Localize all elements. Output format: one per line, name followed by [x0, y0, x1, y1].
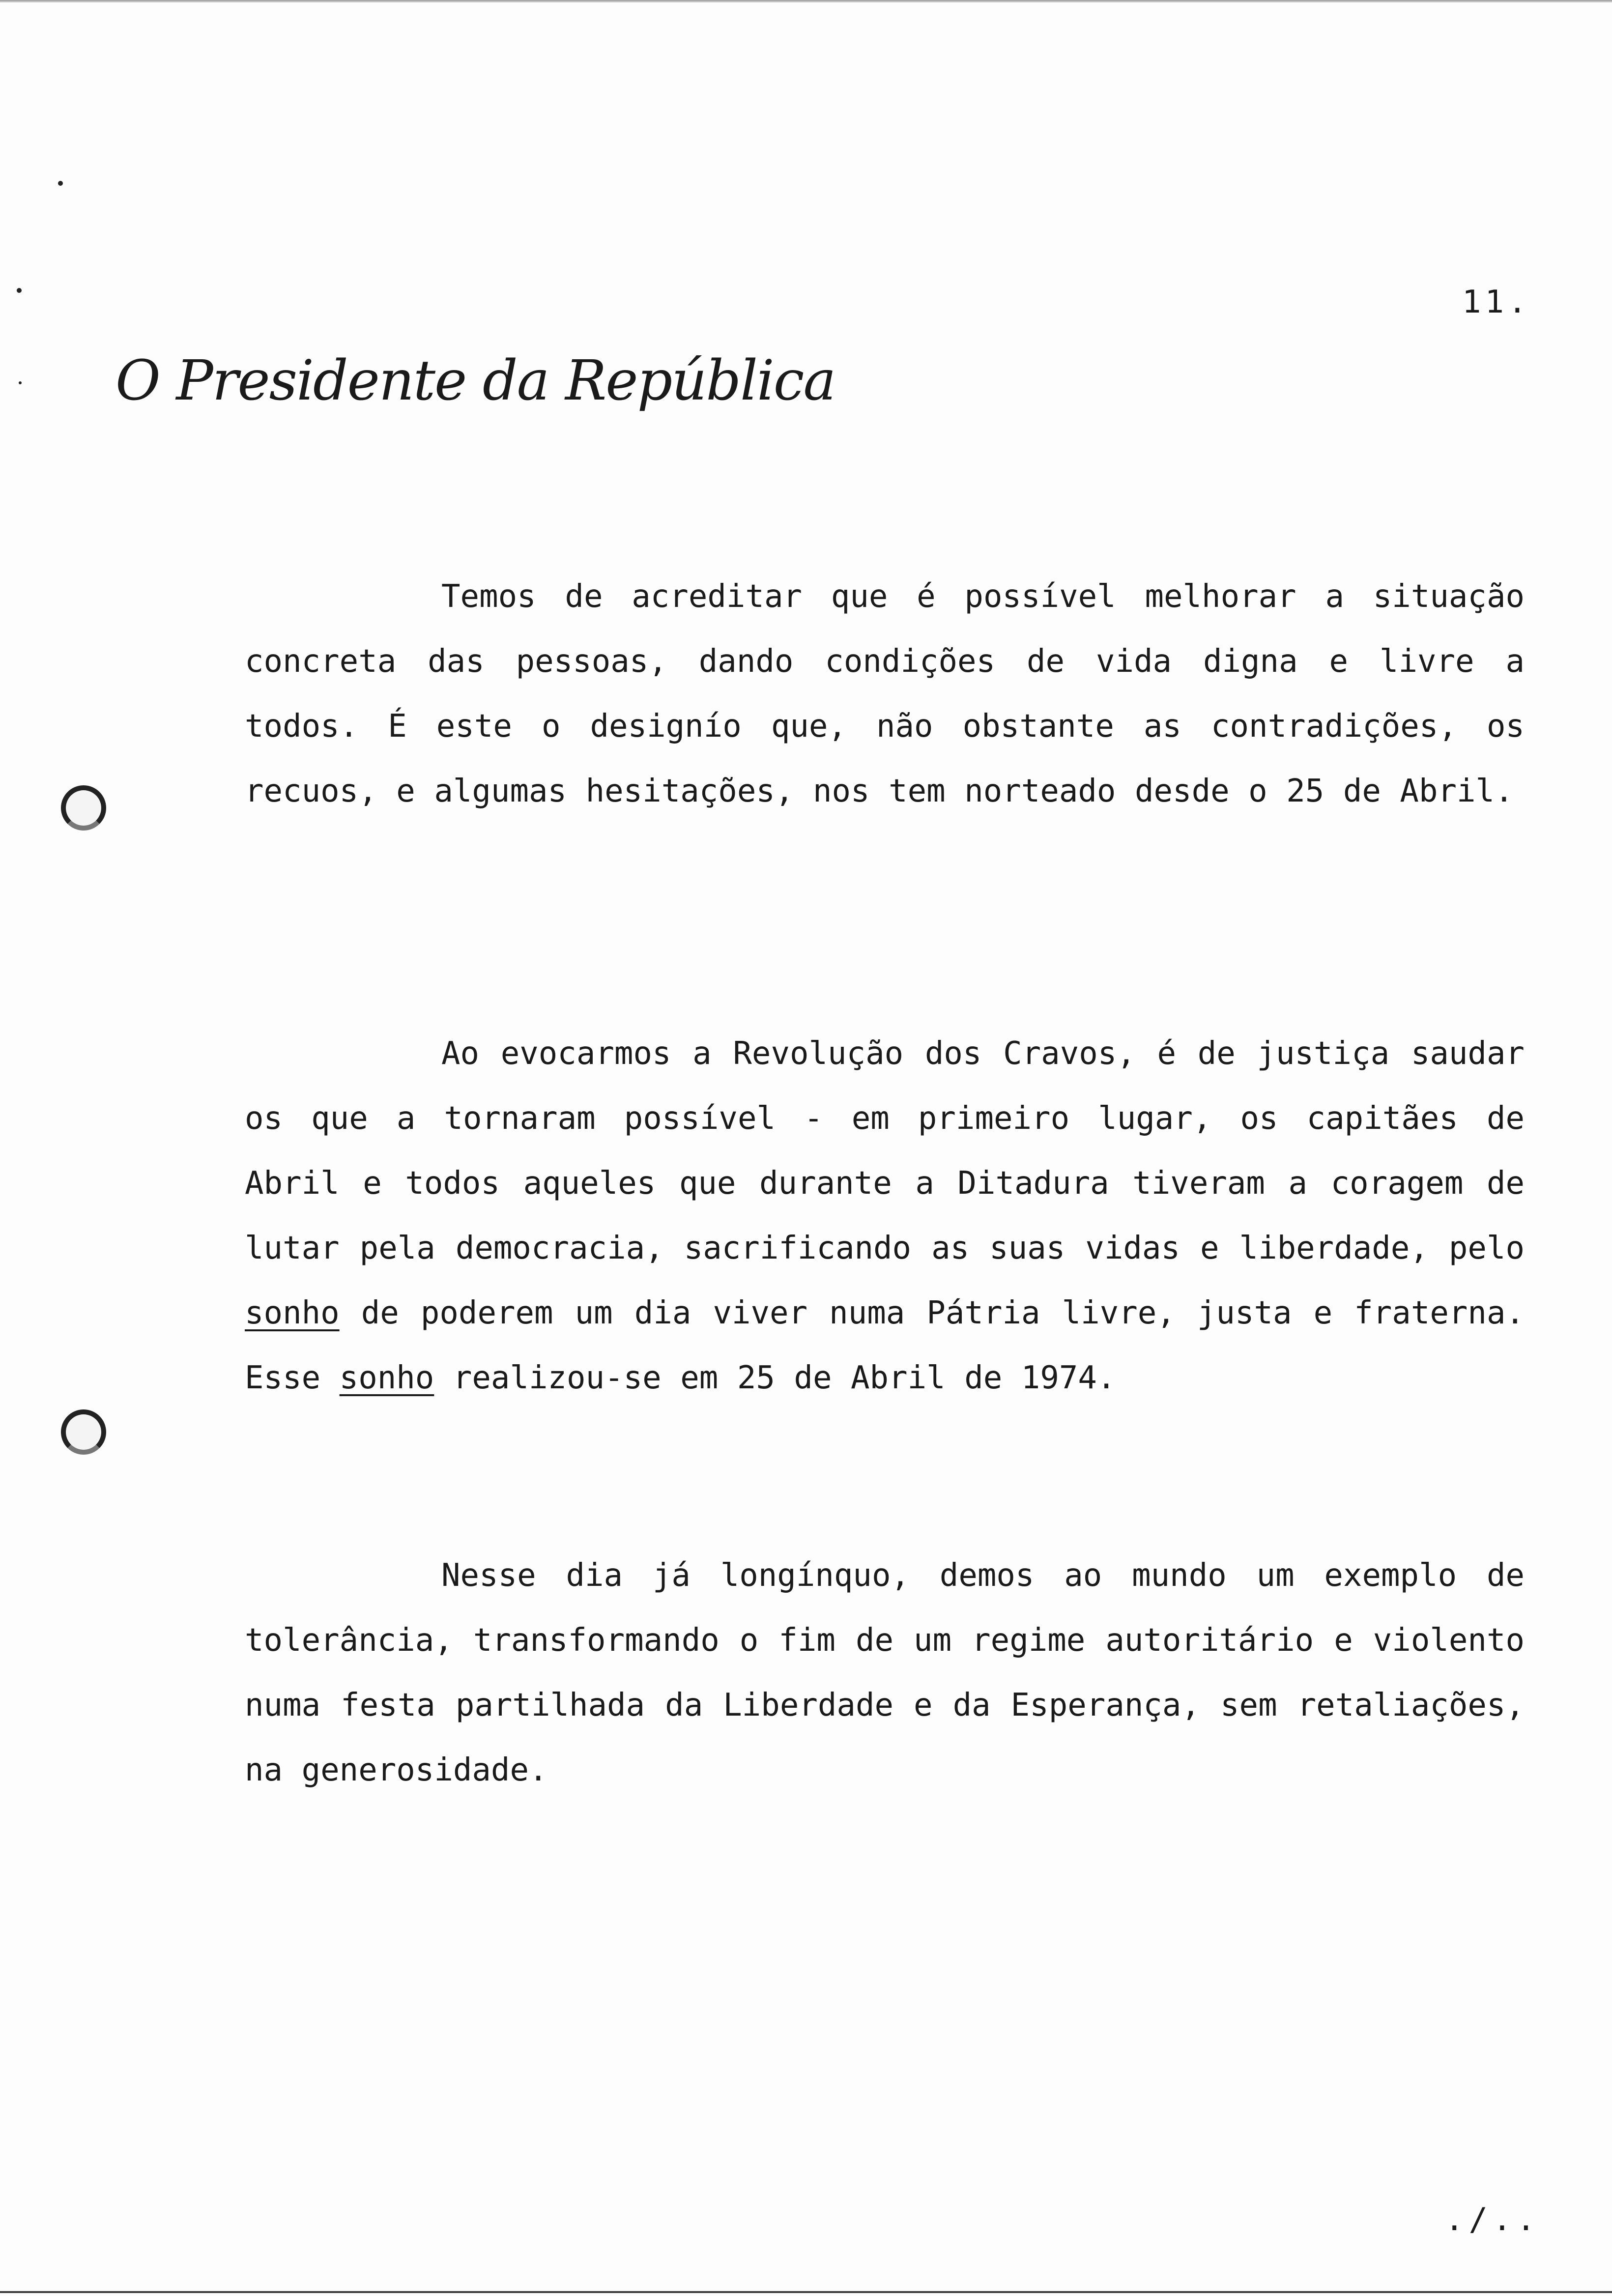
punch-hole-lower	[61, 1409, 106, 1455]
paragraph-3	[245, 1543, 1525, 1803]
underlined-word: sonho	[245, 1295, 340, 1331]
paragraph-2-text-start: Ao evocarmos a Revolução dos Cravos, é de justiça saudar os que a tornaram possível - em primeiro lugar, os capitães de Abril e todos aqueles que durante a Ditadura tiveram a coragem de lutar pela democracia, sacrificando as suas vidas e liberdade, pelo	[245, 1035, 1525, 1266]
scan-bottom-edge	[0, 2291, 1612, 2293]
paragraph-1-text: Temos de acreditar que é possível melhorar a situação concreta das pessoas, dando condições de vida digna e livre a todos. É este o designío que, não obstante as contradições, os recuos, e algumas hesitações, nos tem norteado desde o 25 de Abril.	[245, 578, 1525, 809]
paragraph-2	[245, 1021, 1525, 1410]
scan-top-edge	[0, 0, 1612, 2]
paragraph-1	[245, 564, 1525, 824]
continuation-mark: ./..	[1445, 2202, 1541, 2238]
punch-hole-upper	[61, 785, 106, 831]
scan-speck	[58, 181, 63, 186]
underlined-word: sonho	[339, 1360, 434, 1396]
scan-speck	[17, 288, 22, 293]
letterhead-title: O Presidente da República	[115, 349, 835, 413]
page-number: 11.	[1462, 284, 1531, 320]
paragraph-2-text-end: realizou-se em 25 de Abril de 1974.	[434, 1360, 1116, 1396]
paragraph-2-text-middle: de poderem um dia viver numa Pátria livre, justa e fraterna. Esse	[245, 1295, 1525, 1396]
scan-speck	[19, 381, 22, 384]
paragraph-3-text: Nesse dia já longínquo, demos ao mundo um exemplo de tolerância, transformando o fim de um regime autoritário e violento numa festa partilhada da Liberdade e da Esperança, sem retaliações, na generosidade.	[245, 1557, 1525, 1788]
